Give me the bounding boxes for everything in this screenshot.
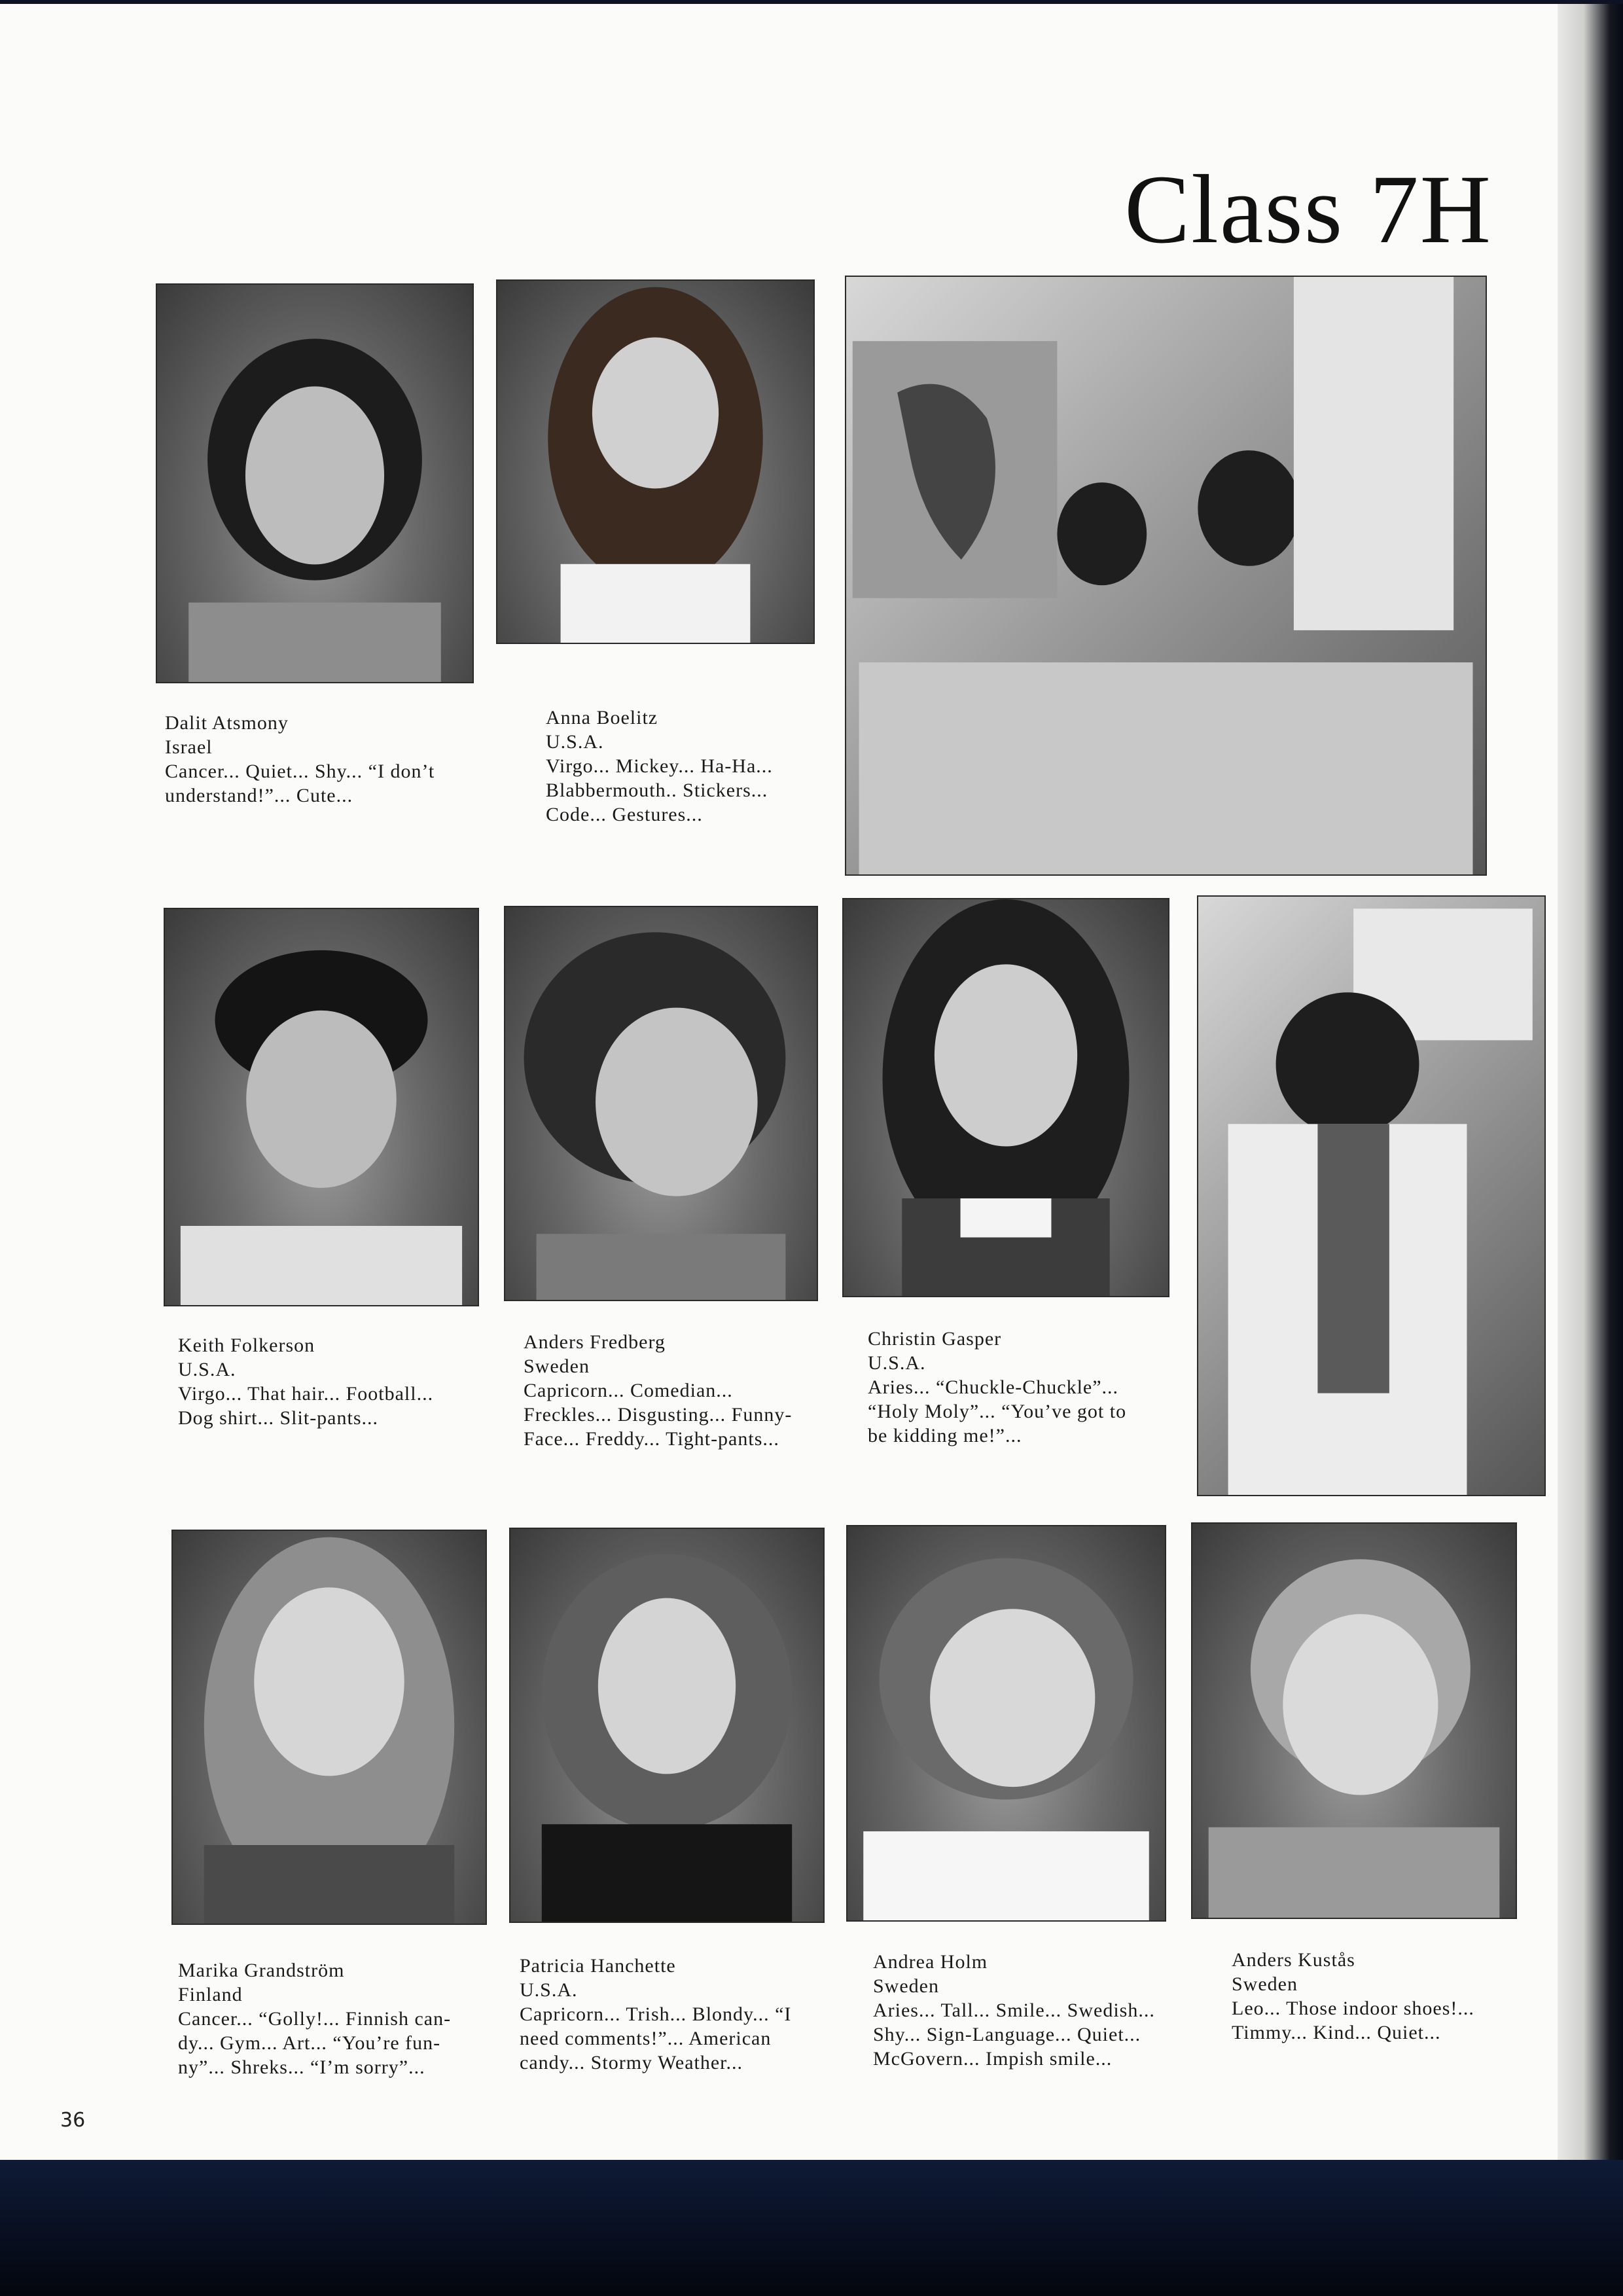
student-comment: Leo... Those indoor shoes!... (1232, 1998, 1474, 2019)
student-comment: Aries... Tall... Smile... Swedish... (873, 2000, 1155, 2021)
student-caption (165, 711, 435, 808)
student-name: Anders Fredberg (524, 1331, 666, 1353)
student-name: Anders Kustås (1232, 1949, 1355, 1971)
student-name: Dalit Atsmony (165, 712, 289, 734)
student-comment: Freckles... Disgusting... Funny- (524, 1404, 793, 1426)
student-caption (1232, 1948, 1474, 2045)
student-caption (178, 1958, 451, 2079)
student-country: Sweden (873, 1975, 939, 1997)
student-country: Finland (178, 1984, 243, 2005)
student-caption (178, 1333, 433, 1430)
student-country: Sweden (524, 1355, 590, 1377)
student-comment: need comments!”... American (520, 2028, 772, 2049)
student-comment: Blabbermouth.. Stickers... (546, 780, 768, 801)
student-comment: ny”... Shreks... “I’m sorry”... (178, 2056, 425, 2078)
student-country: Israel (165, 736, 213, 758)
page-title: Class 7H (1124, 155, 1492, 264)
student-name: Marika Grandström (178, 1960, 345, 1981)
student-comment: Timmy... Kind... Quiet... (1232, 2022, 1441, 2043)
binding-cover (0, 2160, 1623, 2296)
student-comment: candy... Stormy Weather... (520, 2052, 743, 2073)
student-comment: Virgo... Mickey... Ha-Ha... (546, 755, 773, 777)
student-comment: Capricorn... Comedian... (524, 1380, 733, 1401)
student-comment: understand!”... Cute... (165, 785, 353, 806)
student-country: U.S.A. (868, 1352, 926, 1374)
portrait-photo (164, 908, 479, 1306)
student-comment: Code... Gestures... (546, 804, 703, 825)
student-name: Christin Gasper (868, 1328, 1002, 1350)
student-comment: dy... Gym... Art... “You’re fun- (178, 2032, 441, 2054)
student-caption (524, 1330, 792, 1451)
student-caption (873, 1950, 1155, 2071)
student-comment: Cancer... “Golly!... Finnish can- (178, 2008, 452, 2030)
page-edge-shadow (1558, 0, 1623, 2160)
student-name: Patricia Hanchette (520, 1955, 676, 1977)
student-comment: McGovern... Impish smile... (873, 2048, 1113, 2070)
student-comment: Dog shirt... Slit-pants... (178, 1407, 379, 1429)
portrait-photo (846, 1525, 1166, 1922)
portrait-photo (156, 283, 474, 683)
student-country: U.S.A. (546, 731, 604, 753)
student-comment: Capricorn... Trish... Blondy... “I (520, 2003, 792, 2025)
student-caption (868, 1327, 1126, 1448)
student-comment: Virgo... That hair... Football... (178, 1383, 434, 1405)
student-name: Anna Boelitz (546, 707, 658, 728)
student-name: Andrea Holm (873, 1951, 988, 1973)
student-country: Sweden (1232, 1973, 1298, 1995)
student-country: U.S.A. (178, 1359, 236, 1380)
student-comment: Face... Freddy... Tight-pants... (524, 1428, 779, 1450)
portrait-photo (509, 1528, 825, 1923)
portrait-photo (1191, 1522, 1517, 1919)
student-caption (546, 706, 773, 827)
student-name: Keith Folkerson (178, 1335, 315, 1356)
classroom-photo (845, 276, 1487, 876)
student-comment: be kidding me!”... (868, 1425, 1022, 1446)
student-comment: Aries... “Chuckle-Chuckle”... (868, 1376, 1119, 1398)
portrait-photo (504, 906, 818, 1301)
classroom-photo (1197, 895, 1546, 1496)
portrait-photo (496, 279, 815, 644)
portrait-photo (171, 1530, 487, 1925)
student-comment: “Holy Moly”... “You’ve got to (868, 1401, 1127, 1422)
top-border (0, 0, 1623, 4)
student-caption (520, 1954, 791, 2075)
page-number: 36 (60, 2109, 86, 2132)
student-country: U.S.A. (520, 1979, 578, 2001)
portrait-photo (842, 898, 1169, 1297)
student-comment: Shy... Sign-Language... Quiet... (873, 2024, 1141, 2045)
student-comment: Cancer... Quiet... Shy... “I don’t (165, 761, 435, 782)
